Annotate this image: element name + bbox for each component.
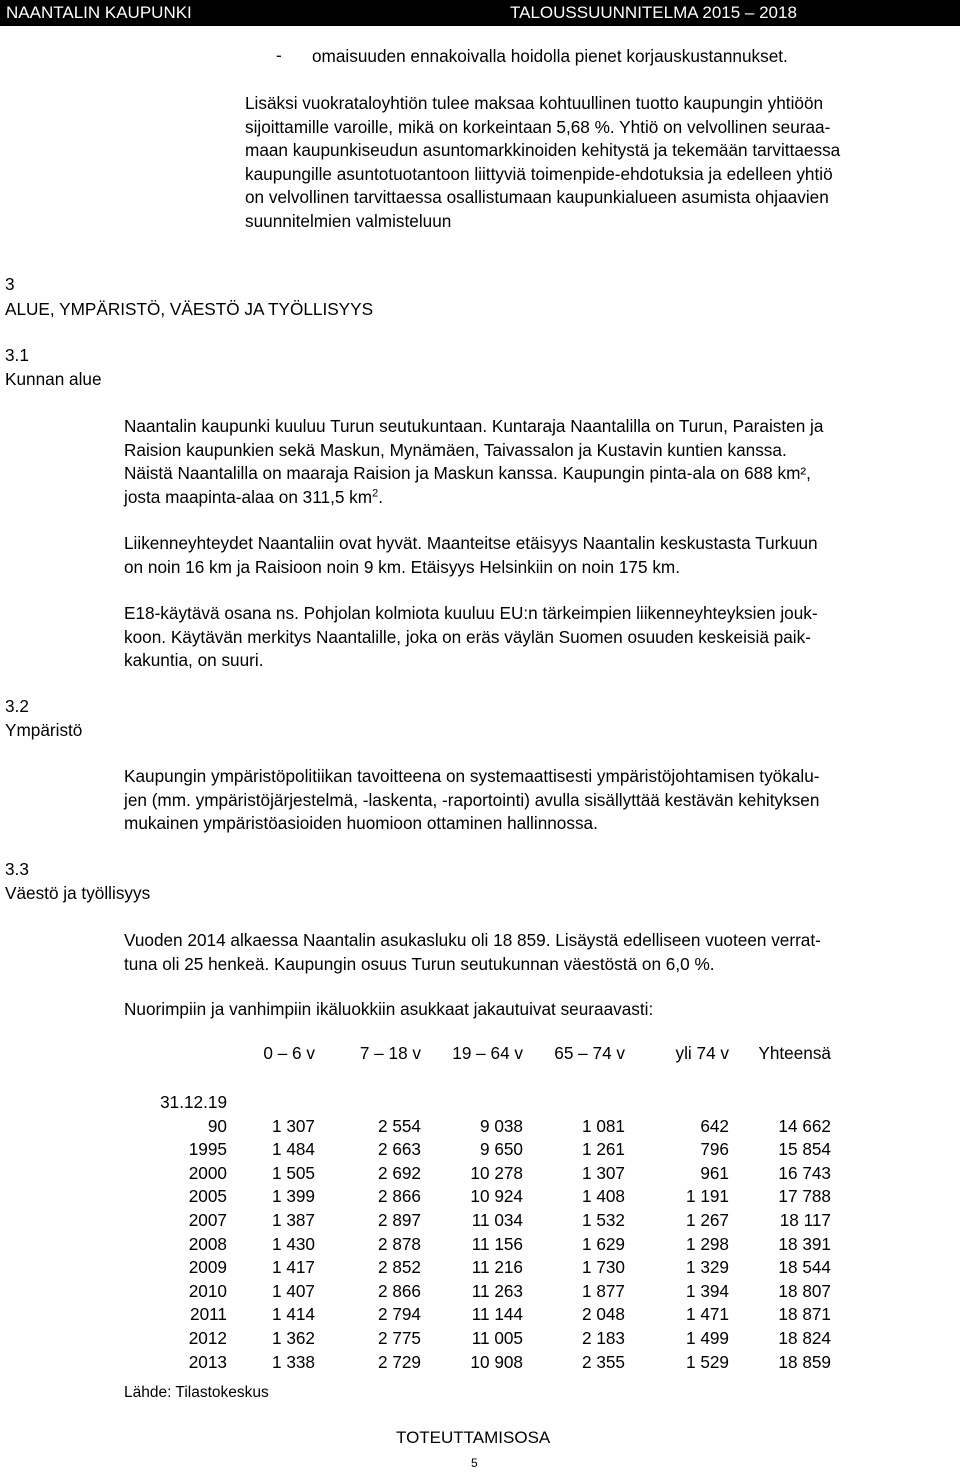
table-cell: 1 267 bbox=[685, 1209, 729, 1230]
table-cell: 2 897 bbox=[377, 1209, 421, 1230]
table-row bbox=[120, 1209, 831, 1233]
section-3-title: ALUE, YMPÄRISTÖ, VÄESTÖ JA TYÖLLISYYS bbox=[5, 299, 374, 319]
column-header: 0 – 6 v bbox=[263, 1043, 315, 1063]
table-cell: 2 183 bbox=[581, 1327, 625, 1348]
table-row bbox=[120, 1351, 831, 1375]
intro-line: kaupungille asuntotuotantoon liittyviä toimenpide-ehdotuksia ja edelleen yhtiö bbox=[245, 163, 833, 184]
table-cell: 1 261 bbox=[581, 1139, 625, 1160]
paragraph-line: kakuntia, on suuri. bbox=[124, 650, 264, 670]
column-header: 7 – 18 v bbox=[359, 1043, 421, 1063]
header-organization: NAANTALIN KAUPUNKI bbox=[6, 3, 192, 22]
table-cell: 1 307 bbox=[271, 1115, 315, 1136]
table-cell: 1 081 bbox=[581, 1115, 625, 1136]
bullet-text: omaisuuden ennakoivalla hoidolla pienet korjauskustannukset. bbox=[312, 46, 788, 66]
table-cell-year bbox=[120, 1091, 227, 1138]
table-cell-year: 1995 bbox=[188, 1139, 227, 1160]
page-header bbox=[0, 0, 960, 26]
area-text: josta maapinta-alaa on 311,5 km bbox=[124, 486, 373, 507]
table-cell: 2 355 bbox=[581, 1351, 625, 1372]
table-cell: 11 216 bbox=[471, 1257, 523, 1278]
table-row bbox=[120, 1162, 831, 1186]
table-cell: 1 499 bbox=[685, 1327, 729, 1348]
table-cell: 1 399 bbox=[271, 1186, 315, 1207]
table-cell: 11 156 bbox=[471, 1233, 523, 1254]
section-3-3-title: Väestö ja työllisyys bbox=[5, 883, 151, 903]
table-source: Lähde: Tilastokeskus bbox=[124, 1384, 269, 1401]
table-cell: 1 505 bbox=[271, 1162, 315, 1183]
table-cell-year: 2000 bbox=[188, 1162, 227, 1183]
section-3-3-number: 3.3 bbox=[5, 859, 29, 879]
table-cell: 1 471 bbox=[685, 1304, 729, 1325]
column-header bbox=[120, 1043, 227, 1091]
table-cell: 1 730 bbox=[581, 1257, 625, 1278]
table-cell: 16 743 bbox=[778, 1162, 831, 1183]
table-cell: 1 407 bbox=[271, 1280, 315, 1301]
table-cell: 1 417 bbox=[271, 1257, 315, 1278]
year-line: 90 bbox=[207, 1115, 227, 1136]
paragraph-line: mukainen ympäristöasioiden huomioon ottaminen hallinnossa. bbox=[124, 813, 598, 833]
table-cell: 18 807 bbox=[778, 1280, 831, 1301]
section-3-2-number: 3.2 bbox=[5, 696, 29, 716]
paragraph-line: Näistä Naantalilla on maaraja Raision ja Maskun kanssa. Kaupungin pinta-ala on 688 km², bbox=[124, 463, 811, 483]
vaesto-paragraph-2: Nuorimpiin ja vanhimpiin ikäluokkiin asukkaat jakautuivat seuraavasti: bbox=[124, 999, 654, 1019]
intro-line: Lisäksi vuokrataloyhtiön tulee maksaa kohtuullinen tuotto kaupungin yhtiöön bbox=[245, 93, 824, 113]
population-table bbox=[120, 1043, 831, 1374]
table-cell: 10 924 bbox=[470, 1186, 523, 1207]
table-row bbox=[120, 1327, 831, 1351]
table-cell: 17 788 bbox=[778, 1186, 831, 1207]
table-cell: 2 794 bbox=[377, 1304, 421, 1325]
table-cell: 796 bbox=[700, 1139, 729, 1160]
table-cell: 11 144 bbox=[471, 1304, 523, 1325]
table-cell: 2 554 bbox=[377, 1115, 421, 1136]
column-header: 65 – 74 v bbox=[554, 1043, 625, 1063]
table-row bbox=[120, 1185, 831, 1209]
table-cell: 1 362 bbox=[271, 1327, 315, 1348]
table-cell: 14 662 bbox=[778, 1115, 831, 1136]
table-cell: 2 729 bbox=[377, 1351, 421, 1372]
section-3-1-title: Kunnan alue bbox=[5, 369, 102, 389]
column-header: yli 74 v bbox=[675, 1043, 729, 1063]
table-cell: 10 908 bbox=[470, 1351, 523, 1372]
table-cell: 1 394 bbox=[685, 1280, 729, 1301]
intro-line: on velvollinen tarvittaessa osallistumaan kaupunkialueen asumista ohjaavien bbox=[245, 187, 829, 207]
superscript: 2 bbox=[372, 486, 379, 499]
paragraph-line: Naantalin kaupunki kuuluu Turun seutukuntaan. Kuntaraja Naantalilla on Turun, Paraisten ja bbox=[124, 416, 824, 436]
table-cell: 11 034 bbox=[471, 1209, 523, 1230]
table-cell: 18 859 bbox=[778, 1351, 831, 1372]
table-cell: 1 191 bbox=[685, 1186, 729, 1207]
paragraph-line: Kaupungin ympäristöpolitiikan tavoitteena on systemaattisesti ympäristöjohtamisen työkalu- bbox=[124, 766, 820, 786]
table-cell: 2 878 bbox=[377, 1233, 421, 1254]
paragraph-line: Raision kaupunkien sekä Maskun, Mynämäen, Taivassalon ja Kustavin kuntien kanssa. bbox=[124, 439, 787, 460]
table-row bbox=[120, 1256, 831, 1280]
table-cell: 11 005 bbox=[471, 1327, 523, 1348]
table-cell: 1 484 bbox=[271, 1139, 315, 1160]
year-line: 31.12.19 bbox=[160, 1092, 227, 1112]
paragraph-line: on noin 16 km ja Raisioon noin 9 km. Etäisyys Helsinkiin on noin 175 km. bbox=[124, 556, 681, 577]
table-cell: 9 038 bbox=[479, 1115, 523, 1136]
intro-line: suunnitelmien valmisteluun bbox=[245, 210, 452, 231]
column-header: Yhteensä bbox=[758, 1043, 831, 1063]
table-cell: 2 692 bbox=[377, 1162, 421, 1183]
table-cell: 1 298 bbox=[685, 1233, 729, 1254]
intro-line: maan kaupunkiseudun asuntomarkkinoiden kehitystä ja tekemään tarvittaessa bbox=[245, 140, 841, 160]
table-row bbox=[120, 1280, 831, 1304]
table-cell: 18 544 bbox=[778, 1257, 831, 1278]
table-cell-year: 2008 bbox=[188, 1233, 227, 1254]
table-cell: 1 408 bbox=[581, 1186, 625, 1207]
table-cell: 10 278 bbox=[470, 1162, 523, 1183]
table-cell: 2 866 bbox=[377, 1186, 421, 1207]
table-cell: 1 387 bbox=[271, 1209, 315, 1230]
table-row bbox=[120, 1233, 831, 1257]
paragraph-line: Liikenneyhteydet Naantaliin ovat hyvät. Maanteitse etäisyys Naantalin keskustasta Turkuun bbox=[124, 533, 818, 553]
table-cell: 1 430 bbox=[271, 1233, 315, 1254]
table-cell: 1 414 bbox=[271, 1304, 315, 1325]
table-cell: 11 263 bbox=[471, 1280, 523, 1301]
table-cell: 18 391 bbox=[778, 1233, 831, 1254]
table-cell: 1 338 bbox=[271, 1351, 315, 1372]
page-number: 5 bbox=[471, 1456, 478, 1470]
table-cell: 18 117 bbox=[779, 1209, 831, 1230]
table-header-row bbox=[120, 1043, 831, 1091]
table-cell: 1 529 bbox=[685, 1351, 729, 1372]
table-cell: 2 866 bbox=[377, 1280, 421, 1301]
table-row bbox=[120, 1091, 831, 1138]
paragraph-line: E18-käytävä osana ns. Pohjolan kolmiota kuuluu EU:n tärkeimpien liikenneyhteyksien jouk- bbox=[124, 603, 818, 623]
paragraph-line: jen (mm. ympäristöjärjestelmä, -laskenta, -raportointi) avulla sisällyttää kestävän kehityksen bbox=[124, 789, 820, 810]
footer-label: TOTEUTTAMISOSA bbox=[396, 1428, 551, 1447]
table-cell: 18 824 bbox=[778, 1327, 831, 1348]
table-cell-year: 2011 bbox=[190, 1304, 227, 1325]
paragraph-line bbox=[124, 486, 383, 510]
table-cell: 1 307 bbox=[581, 1162, 625, 1183]
table-cell: 18 871 bbox=[778, 1304, 831, 1325]
table-cell: 1 329 bbox=[685, 1257, 729, 1278]
table-row bbox=[120, 1303, 831, 1327]
table-cell: 15 854 bbox=[778, 1139, 831, 1160]
table-cell: 1 532 bbox=[581, 1209, 625, 1230]
table-cell: 2 852 bbox=[377, 1257, 421, 1278]
period: . bbox=[378, 486, 383, 507]
section-3-1-number: 3.1 bbox=[5, 345, 29, 365]
table-cell-year: 2007 bbox=[188, 1209, 227, 1230]
paragraph-line: tuna oli 25 henkeä. Kaupungin osuus Turun seutukunnan väestöstä on 6,0 %. bbox=[124, 953, 715, 974]
section-3-2-title: Ympäristö bbox=[5, 720, 83, 740]
intro-line: sijoittamille varoille, mikä on korkeintaan 5,68 %. Yhtiö on velvollinen seuraa- bbox=[245, 116, 831, 137]
table-cell: 961 bbox=[700, 1162, 729, 1183]
table-cell-year: 2013 bbox=[188, 1351, 227, 1372]
table-cell: 9 650 bbox=[479, 1139, 523, 1160]
table-cell-year: 2005 bbox=[188, 1186, 227, 1207]
table-cell-year: 2010 bbox=[188, 1280, 227, 1301]
table-cell: 2 048 bbox=[581, 1304, 625, 1325]
column-header: 19 – 64 v bbox=[452, 1043, 523, 1063]
table-row bbox=[120, 1138, 831, 1162]
table-cell: 1 877 bbox=[581, 1280, 625, 1301]
table-cell: 1 629 bbox=[581, 1233, 625, 1254]
header-document-title: TALOUSSUUNNITELMA 2015 – 2018 bbox=[510, 3, 797, 22]
table-cell-year: 2009 bbox=[188, 1257, 227, 1278]
table-cell-year: 2012 bbox=[188, 1327, 227, 1348]
table-cell: 642 bbox=[700, 1115, 729, 1136]
section-3-number: 3 bbox=[5, 274, 15, 294]
paragraph-line: koon. Käytävän merkitys Naantalille, joka on eräs väylän Suomen osuuden keskeisiä paik- bbox=[124, 626, 811, 647]
table-cell: 2 663 bbox=[377, 1139, 421, 1160]
paragraph-line: Vuoden 2014 alkaessa Naantalin asukasluku oli 18 859. Lisäystä edelliseen vuoteen verrat- bbox=[124, 930, 821, 950]
bullet-dash: - bbox=[276, 45, 282, 65]
table-cell: 2 775 bbox=[377, 1327, 421, 1348]
